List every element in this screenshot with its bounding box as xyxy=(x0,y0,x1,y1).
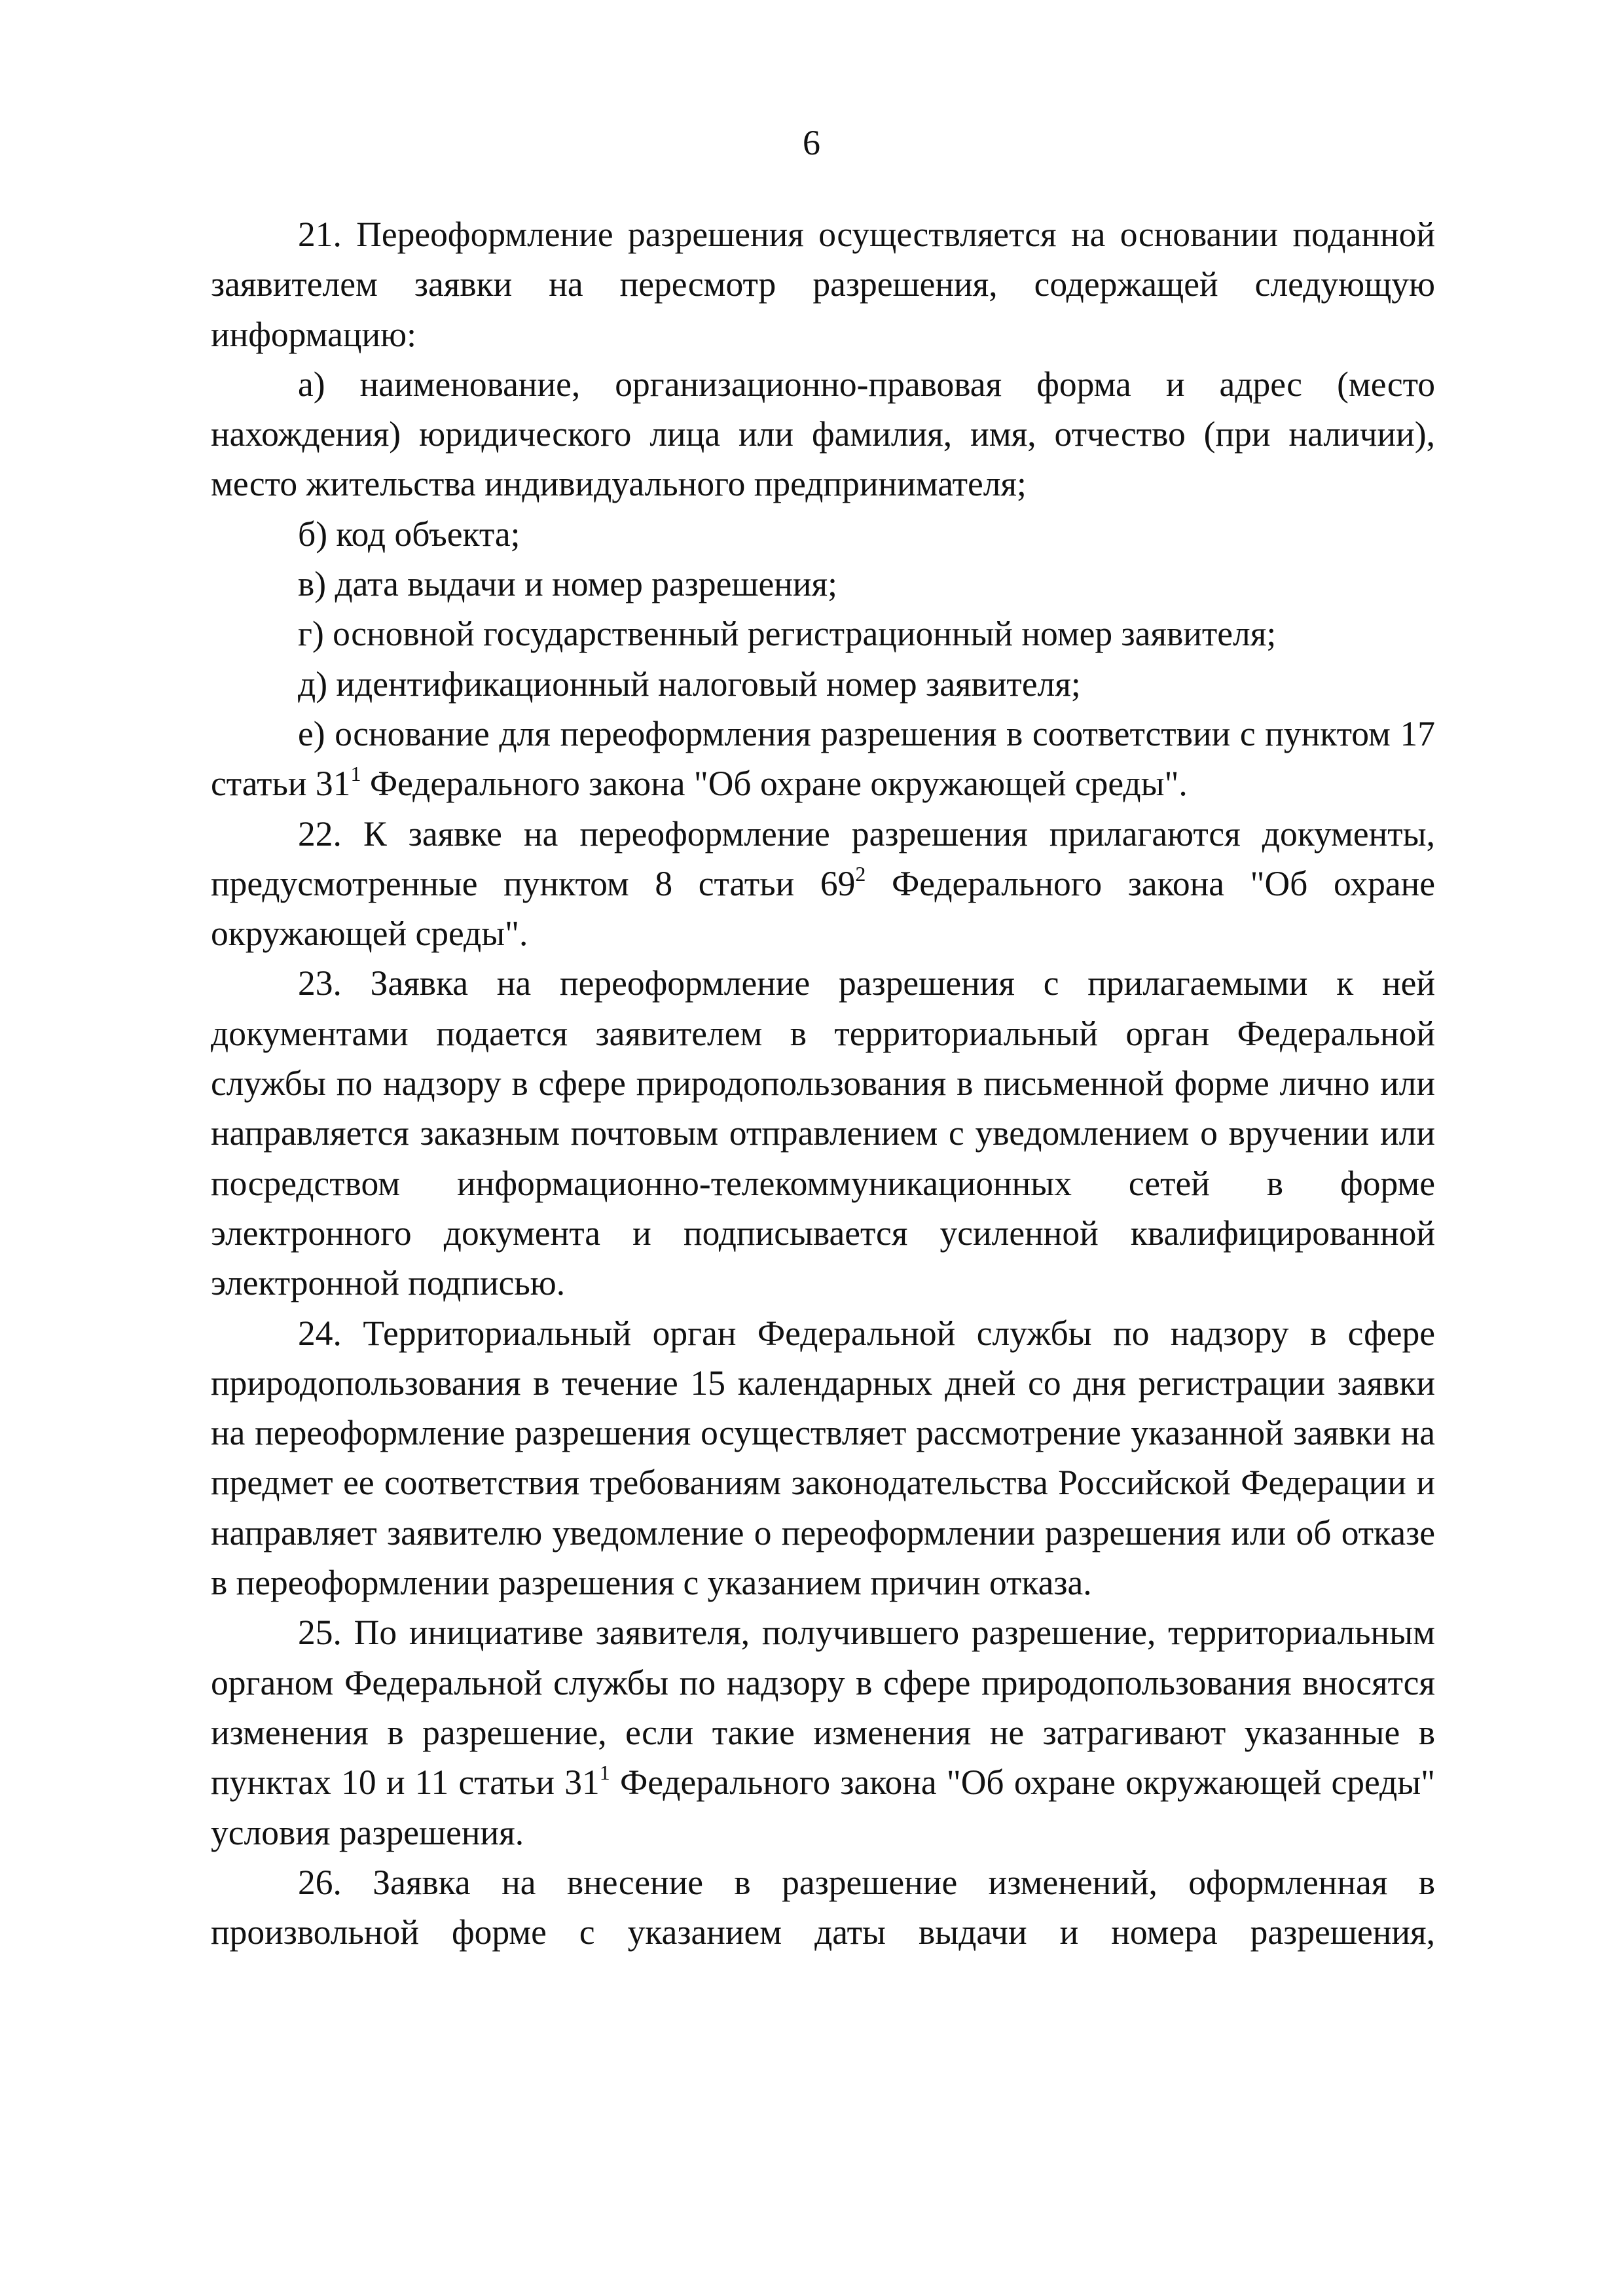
item-e-text: е) основание для переоформления разрешения в соответствии с пунктом 17 статьи 31 xyxy=(211,713,1435,804)
superscript: 1 xyxy=(599,1761,610,1785)
paragraph-23: 23. Заявка на переоформление разрешения с прилагаемыми к ней документами подается заявителем в территориальный орган Федеральной службы по надзору в сфере природопользования в письменной форме лично или направляется заказным почтовым отправлением с уведомлением о вручении или посредством информационно-телекоммуникационных сетей в форме электронного документа и подписывается усиленной квалифицированной электронной подписью. xyxy=(211,963,1435,1303)
page-number: 6 xyxy=(803,123,820,162)
paragraph-22-text-end: Федерального закона "Об охране окружающей среды". xyxy=(211,863,1435,954)
paragraph-26: 26. Заявка на внесение в разрешение изменений, оформленная в произвольной форме с указанием даты выдачи и номера разрешения, xyxy=(211,1862,1435,1952)
item-g: г) основной государственный регистрационный номер заявителя; xyxy=(298,614,1277,654)
paragraph-25-text-end: Федерального закона "Об охране окружающей среды" условия разрешения. xyxy=(211,1763,1435,1852)
paragraph-22-text: 22. К заявке на переоформление разрешения прилагаются документы, предусмотренные пунктом 8 статьи 69 xyxy=(211,814,1435,903)
paragraph-21: 21. Переоформление разрешения осуществляется на основании поданной заявителем заявки на пересмотр разрешения, содержащей следующую информацию: xyxy=(211,215,1435,354)
item-e xyxy=(211,709,1435,809)
paragraph-25-text: 25. По инициативе заявителя, получившего разрешение, территориальным органом Федеральной службы по надзору в сфере природопользования вносятся изменения в разрешение, если такие изменения не затрагивают указанные в пунктах 10 и 11 статьи 31 xyxy=(211,1613,1435,1803)
item-d: д) идентификационный налоговый номер заявителя; xyxy=(298,664,1081,704)
paragraph-24: 24. Территориальный орган Федеральной службы по надзору в сфере природопользования в течение 15 календарных дней со дня регистрации заявки на переоформление разрешения осуществляет рассмотрение указанной заявки на предмет ее соответствия требованиям законодательства Российской Федерации и направляет заявителю уведомление о переоформлении разрешения или об отказе в переоформлении разрешения с указанием причин отказа. xyxy=(211,1313,1435,1603)
item-a: а) наименование, организационно-правовая форма и адрес (место нахождения) юридического лица или фамилия, имя, отчество (при наличии), место жительства индивидуального предпринимателя; xyxy=(211,364,1435,504)
item-v: в) дата выдачи и номер разрешения; xyxy=(298,564,838,604)
document-body xyxy=(211,209,1435,1957)
paragraph-25 xyxy=(211,1607,1435,1857)
paragraph-22 xyxy=(211,809,1435,959)
item-e-text-end: Федерального закона "Об охране окружающей среды". xyxy=(361,764,1188,804)
superscript: 2 xyxy=(855,861,866,886)
superscript: 1 xyxy=(350,762,361,786)
item-b: б) код объекта; xyxy=(298,514,520,554)
